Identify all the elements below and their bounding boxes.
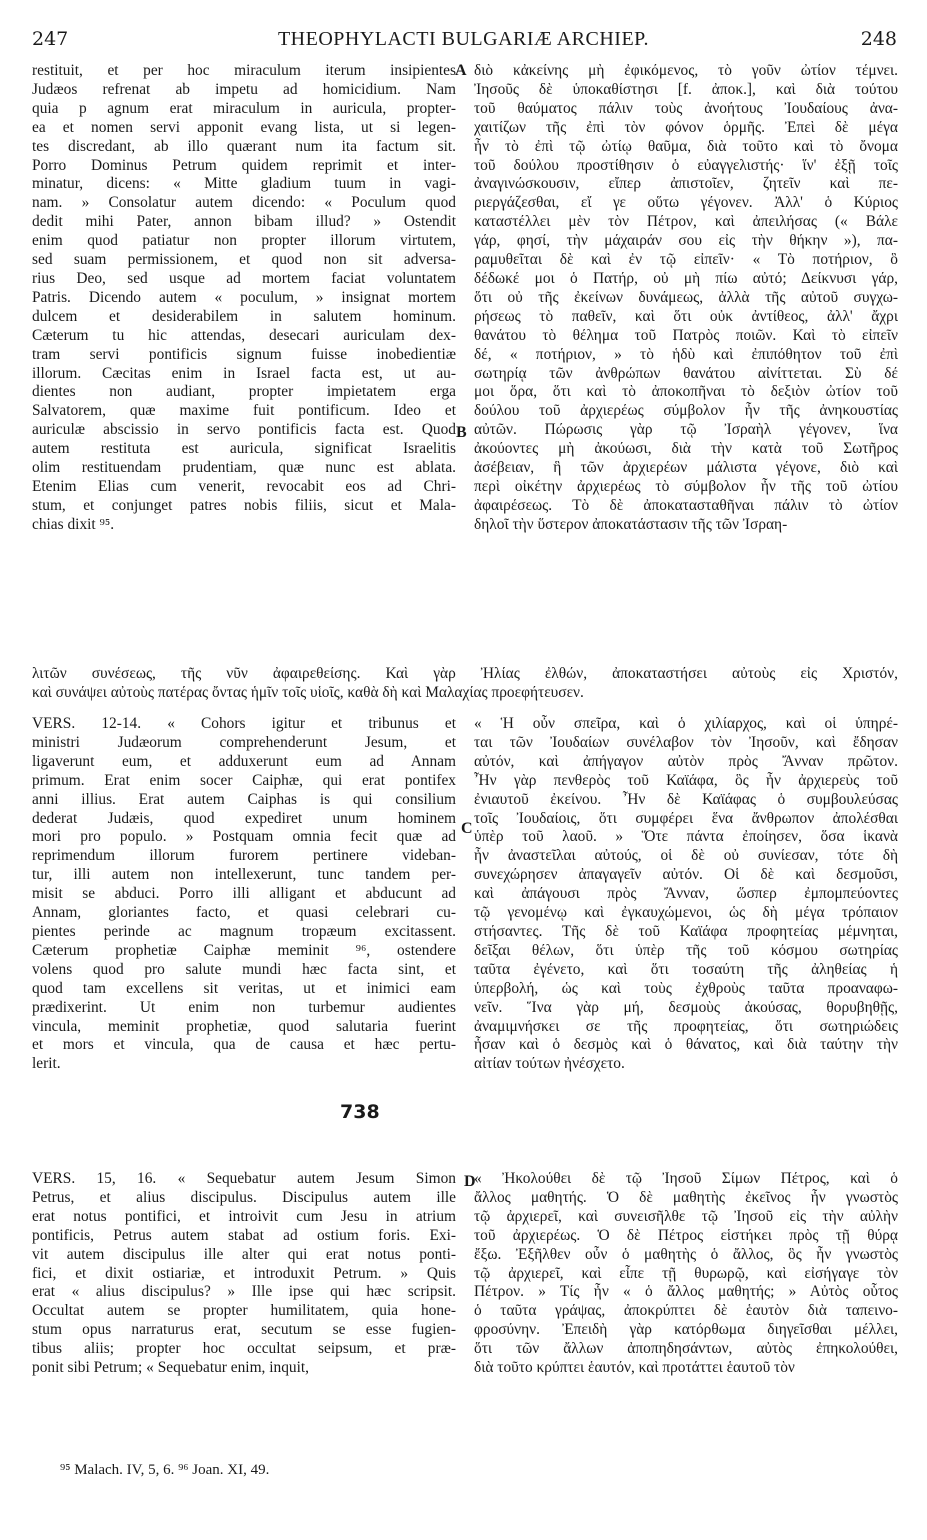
text-line: fici, et dixit ostiariæ, et introduxit Petrum. » Quis — [32, 1264, 456, 1282]
text-line: ριεργάζεσθαι, εἴ γε οὕτω γέγονεν. Ἀλλ' ὁ Κύριος — [474, 194, 898, 212]
section-marker-c: C — [461, 820, 473, 837]
text-line: περὶ οἰκέτην ἀρχιερέως τὸ σύμβολον ἦν τῆς τοῦ ὠτίου — [474, 477, 898, 495]
text-line: δούλου τοῦ ἀρχιερέως σύμβολον ἦν τῆς ἀνηκουστίας — [474, 402, 898, 420]
text-line: μοι ὅρα, ὅτι καὶ τὸ ἀποκοπῆναι τὸ δεξιὸν ὠτίον τοῦ — [474, 383, 898, 401]
running-header — [0, 28, 927, 52]
text-line: Occultat autem se propter humilitatem, quia hone- — [32, 1302, 456, 1320]
text-line: Ἦν γὰρ πενθερὸς τοῦ Καϊάφα, ὃς ἦν ἀρχιερεὺς τοῦ — [474, 771, 898, 789]
text-line: quia p agnum erat miraculum in auricula, propter- — [32, 99, 456, 117]
text-line: prædixerint. Ut enim non turbemur audientes — [32, 998, 456, 1016]
text-line: primum. Erat enim socer Caiphæ, qui erat pontifex — [32, 771, 456, 789]
text-line: καὶ συνάψει αὐτοὺς πατέρας ὄντας ἡμῖν τοῖς υἱοῖς, καθὰ δὴ καὶ Μαλαχίας προεφήτευσεν. — [32, 683, 584, 701]
text-line: enim quod patiatur non propter illorum virtutem, — [32, 232, 456, 250]
text-line: αὐτόν, καὶ ἀπήγαγον αὐτὸν πρὸς Ἄνναν πρῶτον. — [474, 752, 898, 770]
text-line: Patris. Dicendo autem « poculum, » insignat mortem — [32, 288, 456, 306]
text-line: vit autem discipulus ille alter qui erat notus ponti- — [32, 1245, 456, 1263]
text-line: διὰ τοῦτο κρύπτει ἑαυτόν, καὶ προτάττει ἑαυτοῦ τὸν — [474, 1359, 795, 1377]
text-line: ἦν ἀναστεῖλαι αὐτούς, οἱ δὲ οὐ συνίεσαν, τότε δὴ — [474, 847, 898, 865]
text-line: tur, illi autem non intellexerunt, tunc tandem per- — [32, 866, 456, 884]
page-number-right: 248 — [860, 28, 897, 50]
text-line: ἦν τὸ ἐπὶ τῷ ὠτίῳ θαῦμα, διὰ τοῦτο καὶ τὸ ὄνομα — [474, 137, 898, 155]
text-line: Πέτρον. » Τίς ἦν « ὁ ἄλλος μαθητής; » Αὐτὸς οὗτος — [474, 1283, 898, 1301]
text-line: « Ἡ οὖν σπεῖρα, καὶ ὁ χιλίαρχος, καὶ οἱ ὑπηρέ- — [474, 715, 898, 732]
latin-column-section-c — [32, 715, 456, 1074]
text-line: ρήσεως τὸ παθεῖν, καὶ ὅτι οὐκ ἀντίθεος, ἀλλ' ἄχρι — [474, 307, 898, 325]
text-line: δέδωκέ μοι ὁ Πατήρ, οὐ μὴ πίω αὐτό; Δείκνυσι γάρ, — [474, 269, 898, 287]
text-line: restituit, et per hoc miraculum iterum insipientes — [32, 62, 456, 79]
text-line: ραμυθεῖται δὲ καὶ ἐν τῷ εἰπεῖν· « Τὸ ποτήριον, ὃ — [474, 251, 898, 269]
text-line: minatur, dicens: « Mitte gladium tuum in vagi- — [32, 175, 456, 193]
text-line: Cæterum prophetiæ Caiphæ meminit ⁹⁶, ostendere — [32, 941, 456, 959]
text-line: VERS. 12-14. « Cohors igitur et tribunus et — [32, 715, 456, 732]
latin-column-section-d — [32, 1170, 456, 1378]
text-line: Porro Dominus Petrum quidem reprimit et inter- — [32, 156, 456, 174]
text-line: ἀσέβειαν, ἣ τῶν ἀρχιερέων μάλιστα γέγονε, διὸ καὶ — [474, 459, 898, 477]
text-line: φροσύνην. Ἐπειδὴ γὰρ κατόρθωμα διηγεῖσθαι μέλλει, — [474, 1321, 898, 1339]
text-line: διὸ κἀκείνης μὴ ἐφικόμενος, τὸ γοῦν ὠτίον τέμνει. — [474, 62, 898, 79]
greek-column-section-a — [474, 62, 898, 535]
text-line: olim restituendam prudentiam, quæ nunc est ablata. — [32, 459, 456, 477]
text-line: ὑπὲρ τοῦ λαοῦ. » Ὅτε πάντα ἐποίησεν, ὅσα ἱκανὰ — [474, 828, 898, 846]
text-line: Cæterum tu hic attendas, desecari auriculam dex- — [32, 326, 456, 344]
text-line: τῷ γενομένῳ καὶ ἐγκαυχώμενοι, ὡς δὴ μέγα τρόπαιον — [474, 904, 898, 922]
text-line: vincula, meminit prophetiæ, quod salutaria fuerint — [32, 1017, 456, 1035]
text-line: chias dixit ⁹⁵. — [32, 515, 115, 533]
text-line: ea et nomen servi apponit evang lista, ut si legen- — [32, 118, 456, 136]
text-line: ponit sibi Petrum; « Sequebatur enim, inquit, — [32, 1359, 310, 1377]
text-line: σωτηρίᾳ τῶν ἀνθρώπων θανάτου αἰνίττεται. Σὺ δέ — [474, 364, 898, 382]
text-line: illorum. Cæcitas enim in Israel facta est, ut au- — [32, 364, 456, 382]
text-line: ται τῶν Ἰουδαίων συνέλαβον τὸν Ἰησοῦν, καὶ ἔδησαν — [474, 733, 898, 751]
text-line: ὅτι τῶν ἄλλων ἀποπηδησάντων, αὐτὸς ἐπηκολούθει, — [474, 1340, 898, 1358]
text-line: στήσαντες. Τῆς δὲ τοῦ Καϊάφα προφητείας μέμνηται, — [474, 922, 898, 940]
text-line: Judæos refrenat ab impetu ad homicidium. Nam — [32, 80, 456, 98]
text-line: nam. » Consolatur autem dicendo: « Poculum quod — [32, 194, 456, 212]
text-line: ὅτι οὐ τῆς ἐκείνων δυνάμεως, ἀλλὰ τῆς αὐτοῦ συγχω- — [474, 288, 898, 306]
text-line: et mors et vincula, qua de causa et hæc pertu- — [32, 1036, 456, 1054]
text-line: auriculæ abscissio in servo pontificis facta est. Quod — [32, 421, 456, 439]
text-line: Salvatorem, quæ maxime fuit pontificum. Ideo et — [32, 402, 456, 420]
running-title: THEOPHYLACTI BULGARIÆ ARCHIEP. — [277, 28, 650, 50]
text-line: ἀναμιμνήσκει σε τῆς προφητείας, ὅτι σωτηριώδεις — [474, 1017, 898, 1035]
text-line: pientes perinde ac magnum tropæum excitassent. — [32, 922, 456, 940]
text-line: ligaverunt eum, et adduxerunt eum ad Annam — [32, 752, 456, 770]
text-line: δηλοῖ τὴν ὕστερον ἀποκατάστασιν τῆς τῶν Ἰσραη- — [474, 515, 788, 533]
greek-column-section-d — [474, 1170, 898, 1378]
text-line: ταῦτα ἐγένετο, καὶ ὅτι τοσαύτη τῆς ἀληθείας ἡ — [474, 960, 898, 978]
text-line: dedit mihi Pater, annon bibam illud? » Ostendit — [32, 213, 456, 231]
text-line: stum opus narraturus erat, secutum se esse fugien- — [32, 1321, 456, 1339]
text-line: ἦσαν καὶ ὁ δεσμὸς καὶ ὁ θάνατος, καὶ διὰ ταύτην τὴν — [474, 1036, 898, 1054]
text-line: ἀκούοντες μὴ ἀκούωσι, διὰ τὴν κατὰ τοῦ Σωτῆρος — [474, 440, 898, 458]
text-line: αἰτίαν τούτων ἠνέσχετο. — [474, 1055, 625, 1073]
text-line: autem restituta est auricula, significat Israelitis — [32, 440, 456, 458]
text-line: erat notus pontifici, et introivit cum Jesu in atrium — [32, 1207, 456, 1225]
text-line: reprimendum illorum furorem pertinere videban- — [32, 847, 456, 865]
text-line: λιτῶν συνέσεως, τῆς νῦν ἀφαιρεθείσης. Καὶ γὰρ Ἠλίας ἐλθών, ἀποκαταστήσει αὐτοὺς εἰς Χριστόν, — [32, 665, 898, 682]
text-line: Etenim Elias cum venerit, revocabit eos ad Chri- — [32, 477, 456, 495]
section-marker-a: A — [455, 62, 467, 79]
greek-column-section-c — [474, 715, 898, 1074]
text-line: συνεχώρησεν ἀπαγαγεῖν αὐτόν. Οἱ δὲ καὶ δεσμοῦσι, — [474, 866, 898, 884]
text-line: « Ἠκολούθει δὲ τῷ Ἰησοῦ Σίμων Πέτρος, καὶ ὁ — [474, 1170, 898, 1187]
text-line: ὁ ταῦτα γράψας, ἀποκρύπτει δὲ ἑαυτὸν διὰ ταπεινο- — [474, 1302, 898, 1320]
text-line: pontificis, Petrus autem stabat ad ostium foris. Exi- — [32, 1226, 456, 1244]
text-line: lerit. — [32, 1055, 61, 1073]
text-line: ὑπερβολή, ὡς καὶ τοὺς ἐχθροὺς ταῦτα προαναφω- — [474, 979, 898, 997]
section-marker-d: D — [464, 1173, 476, 1190]
text-line: rius Deo, sed usque ad mortem faciat voluntatem — [32, 269, 456, 287]
text-line: tes discredant, ab illo quærant num ita factum sit. — [32, 137, 456, 155]
text-line: Annam, gloriantes facto, et quasi celebrari cu- — [32, 904, 456, 922]
text-line: τῷ ἀρχιερεῖ, καὶ εἶπε τῇ θυρωρῷ, καὶ εἰσήγαγε τὸν — [474, 1264, 898, 1282]
text-line: ἔξω. Ἐξῆλθεν οὖν ὁ μαθητὴς ὁ ἄλλος, ὃς ἦν γνωστὸς — [474, 1245, 898, 1263]
text-line: sed suam permissionem, et quod non sit adversa- — [32, 251, 456, 269]
page-number-left: 247 — [32, 28, 69, 50]
text-line: καὶ ἀπάγουσι πρὸς Ἄνναν, ὥσπερ ἐμπομπεύοντες — [474, 885, 898, 903]
text-line: dederat Judæis, quod expediret unum hominem — [32, 809, 456, 827]
text-line: θανάτου τὸ θέλημα τοῦ Πατρὸς ποιῶν. Καὶ τὸ εἰπεῖν — [474, 326, 898, 344]
text-line: volens quod pro salute mundi hæc facta sint, et — [32, 960, 456, 978]
text-line: ἀφαιρέσεως. Τὸ δὲ ἀποκατασταθῆναι πάλιν τὸ ὠτίον — [474, 496, 898, 514]
text-line: dientes non audiant, propter impietatem erga — [32, 383, 456, 401]
text-line: VERS. 15, 16. « Sequebatur autem Jesum Simon — [32, 1170, 456, 1187]
text-line: χαιτίζων τῆς ἐπὶ τὸν φόνον ὁρμῆς. Ἐπεὶ δὲ μέγα — [474, 118, 898, 136]
section-marker-b: B — [456, 424, 467, 441]
text-line: ἐνιαυτοῦ ἐκείνου. Ἦν δὲ Καϊάφας ὁ συμβουλεύσας — [474, 790, 898, 808]
text-line: ministri Judæorum comprehenderunt Jesum, et — [32, 733, 456, 751]
text-line: Petrus, et alius discipulus. Discipulus autem ille — [32, 1188, 456, 1206]
text-line: τοῦ ἀρχιερέως. Ὁ δὲ Πέτρος εἱστήκει πρὸς τῇ θύρᾳ — [474, 1226, 898, 1244]
text-line: erat « alius discipulus? » Ille ipse qui hæc scripsit. — [32, 1283, 456, 1301]
text-line: mori pro populo. » Postquam omnia fecit quæ ad — [32, 828, 456, 846]
footnotes: ⁹⁵ Malach. IV, 5, 6. ⁹⁶ Joan. XI, 49. — [60, 1462, 270, 1478]
text-line: τοῖς Ἰουδαίοις, ὅτι συμφέρει ἕνα ἄνθρωπον ἀπολέσθαι — [474, 809, 898, 827]
text-line: tram servi pontificis signum fuisse inobedientiæ — [32, 345, 456, 363]
text-line: anni illius. Erat autem Caiphas is qui consilium — [32, 790, 456, 808]
text-line: τῷ ἀρχιερεῖ, καὶ συνεισῆλθε τῷ Ἰησοῦ εἰς τὴν αὐλὴν — [474, 1207, 898, 1225]
text-line: ἀναγινώσκουσιν, εἴπερ ἀπιστοῖεν, ζητεῖν καὶ πε- — [474, 175, 898, 193]
greek-full-width-continuation — [32, 665, 898, 703]
text-line: Ἰησοῦς δὲ ὑποκαθίστησι [f. ἀποκ.], καὶ διὰ τούτου — [474, 80, 898, 98]
text-line: καταστέλλει μὲν τὸν Πέτρον, καὶ ἀπειλήσας (« Βάλε — [474, 213, 898, 231]
column-number: 738 — [340, 1101, 380, 1123]
text-line: νεῖν. Ἵνα γὰρ μή, δεσμοὺς ἀκούσας, θορυβηθῇς, — [474, 998, 898, 1016]
text-line: δέ, « ποτήριον, » τὸ ἡδὺ καὶ ἐπιπόθητον τοῦ ἐπὶ — [474, 345, 898, 363]
latin-column-section-a — [32, 62, 456, 535]
text-line: τοῦ θαύματος πάλιν τοὺς ἀνοήτους Ἰουδαίους ἀνα- — [474, 99, 898, 117]
text-line: dulcem et desiderabilem in salutem hominum. — [32, 307, 456, 325]
text-line: γάρ, φησί, τὴν μάχαιράν σου εἰς τὴν θήκην »), πα- — [474, 232, 898, 250]
text-line: τοῦ δούλου προστίθησιν ὁ εὐαγγελιστής· ἵν' ἐξῇ τοῖς — [474, 156, 898, 174]
text-line: αὐτῶν. Πώρωσις γὰρ τῷ Ἰσραὴλ γέγονεν, ἵνα — [474, 421, 898, 439]
text-line: tibus aliis; propter hoc occultat seipsum, et præ- — [32, 1340, 456, 1358]
text-line: δεῖξαι θέλων, ὅτι ὑπὲρ τῆς τοῦ κόσμου σωτηρίας — [474, 941, 898, 959]
text-line: misit se abduci. Porro illi alligant et abducunt ad — [32, 885, 456, 903]
text-line: stum, et conjunget patres nobis filiis, sicut et Mala- — [32, 496, 456, 514]
text-line: ἄλλος μαθητής. Ὁ δὲ μαθητὴς ἐκεῖνος ἦν γνωστὸς — [474, 1188, 898, 1206]
text-line: quod tam excellens sit veritas, ut et inimici eam — [32, 979, 456, 997]
